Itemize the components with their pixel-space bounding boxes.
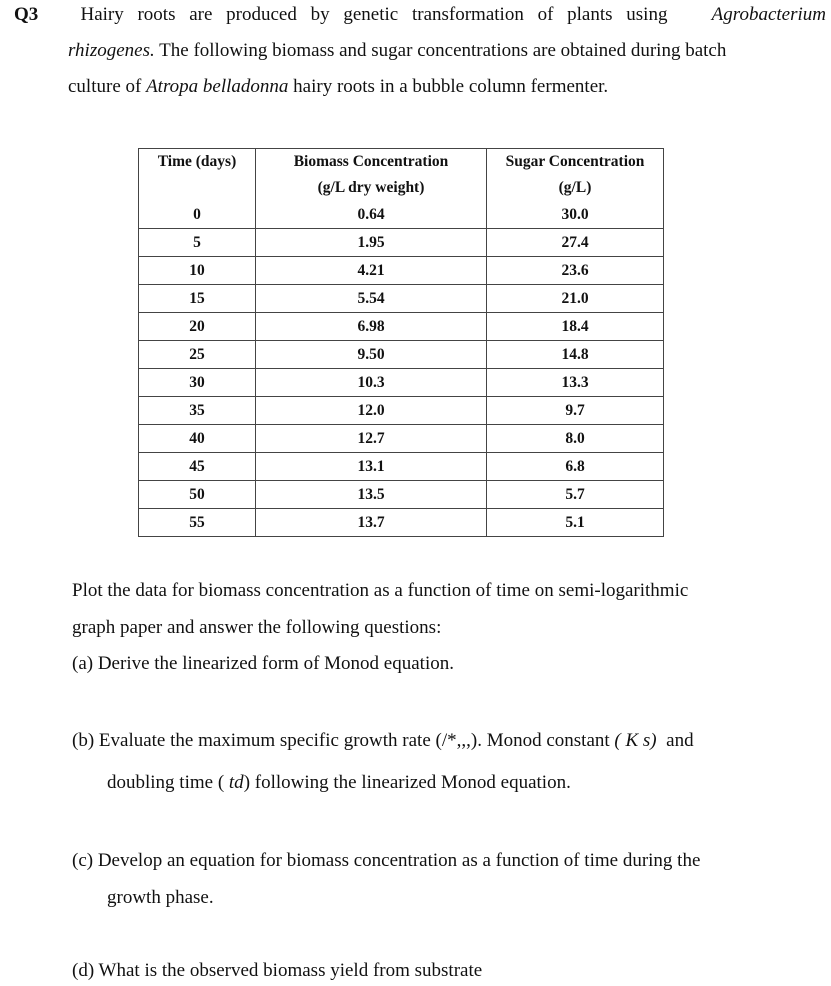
sugar-cell: 27.4 xyxy=(487,229,664,257)
biomass-cell: 13.1 xyxy=(256,453,487,481)
time-cell: 5 xyxy=(139,229,256,257)
header-biomass: Biomass Concentration xyxy=(256,149,487,176)
biomass-cell: 9.50 xyxy=(256,341,487,369)
part-b-line-1: (b) Evaluate the maximum specific growth rate (/*,,,). Monod constant ( K s) and xyxy=(72,730,694,751)
table-row xyxy=(139,285,664,313)
biomass-cell: 5.54 xyxy=(256,285,487,313)
biomass-cell: 13.5 xyxy=(256,481,487,509)
table-row xyxy=(139,481,664,509)
table-row xyxy=(139,453,664,481)
part-c-line-1: (c) Develop an equation for biomass concentration as a function of time during the xyxy=(72,850,701,871)
part-c-line-2: growth phase. xyxy=(107,887,214,908)
time-cell: 15 xyxy=(139,285,256,313)
sugar-cell: 23.6 xyxy=(487,257,664,285)
sugar-cell: 8.0 xyxy=(487,425,664,453)
sugar-cell: 13.3 xyxy=(487,369,664,397)
biomass-cell: 0.64 xyxy=(256,201,487,229)
table-header-row-2 xyxy=(139,175,664,201)
biomass-cell: 13.7 xyxy=(256,509,487,537)
time-cell: 45 xyxy=(139,453,256,481)
time-cell: 0 xyxy=(139,201,256,229)
sugar-cell: 14.8 xyxy=(487,341,664,369)
time-cell: 30 xyxy=(139,369,256,397)
sugar-cell: 18.4 xyxy=(487,313,664,341)
sugar-cell: 5.1 xyxy=(487,509,664,537)
header-sugar: Sugar Concentration xyxy=(487,149,664,176)
sugar-cell: 6.8 xyxy=(487,453,664,481)
part-d: (d) What is the observed biomass yield from substrate xyxy=(72,960,483,981)
table-row xyxy=(139,397,664,425)
time-cell: 20 xyxy=(139,313,256,341)
biomass-cell: 12.7 xyxy=(256,425,487,453)
header-sugar-unit: (g/L) xyxy=(487,175,664,201)
table-row xyxy=(139,313,664,341)
biomass-cell: 6.98 xyxy=(256,313,487,341)
header-biomass-unit: (g/L dry weight) xyxy=(256,175,487,201)
table-row xyxy=(139,509,664,537)
time-cell: 35 xyxy=(139,397,256,425)
instructions-line-2: graph paper and answer the following questions: xyxy=(72,617,442,638)
part-a: (a) Derive the linearized form of Monod equation. xyxy=(72,653,454,674)
instructions-line-1: Plot the data for biomass concentration as a function of time on semi-logarithmic xyxy=(72,580,689,601)
sugar-cell: 5.7 xyxy=(487,481,664,509)
sugar-cell: 30.0 xyxy=(487,201,664,229)
data-table xyxy=(138,148,664,537)
table-row xyxy=(139,257,664,285)
table-header-row xyxy=(139,149,664,176)
time-cell: 25 xyxy=(139,341,256,369)
time-cell: 40 xyxy=(139,425,256,453)
biomass-cell: 12.0 xyxy=(256,397,487,425)
sugar-cell: 21.0 xyxy=(487,285,664,313)
table-row xyxy=(139,341,664,369)
table-row xyxy=(139,201,664,229)
time-cell: 50 xyxy=(139,481,256,509)
biomass-cell: 4.21 xyxy=(256,257,487,285)
biomass-cell: 10.3 xyxy=(256,369,487,397)
header-time: Time (days) xyxy=(139,149,256,176)
table-row xyxy=(139,229,664,257)
sugar-cell: 9.7 xyxy=(487,397,664,425)
table-row xyxy=(139,425,664,453)
part-b-line-2: doubling time ( td) following the linearized Monod equation. xyxy=(107,772,571,793)
biomass-cell: 1.95 xyxy=(256,229,487,257)
time-cell: 10 xyxy=(139,257,256,285)
question-number: Q3 xyxy=(14,4,39,25)
question-line-1: Q3 Hairy roots are produced by genetic transformation of plants using Agrobacterium xyxy=(14,4,826,25)
question-line-3: culture of Atropa belladonna hairy roots in a bubble column fermenter. xyxy=(68,76,609,97)
question-line-2: rhizogenes. The following biomass and sugar concentrations are obtained during batch xyxy=(68,40,727,61)
time-cell: 55 xyxy=(139,509,256,537)
table-row xyxy=(139,369,664,397)
